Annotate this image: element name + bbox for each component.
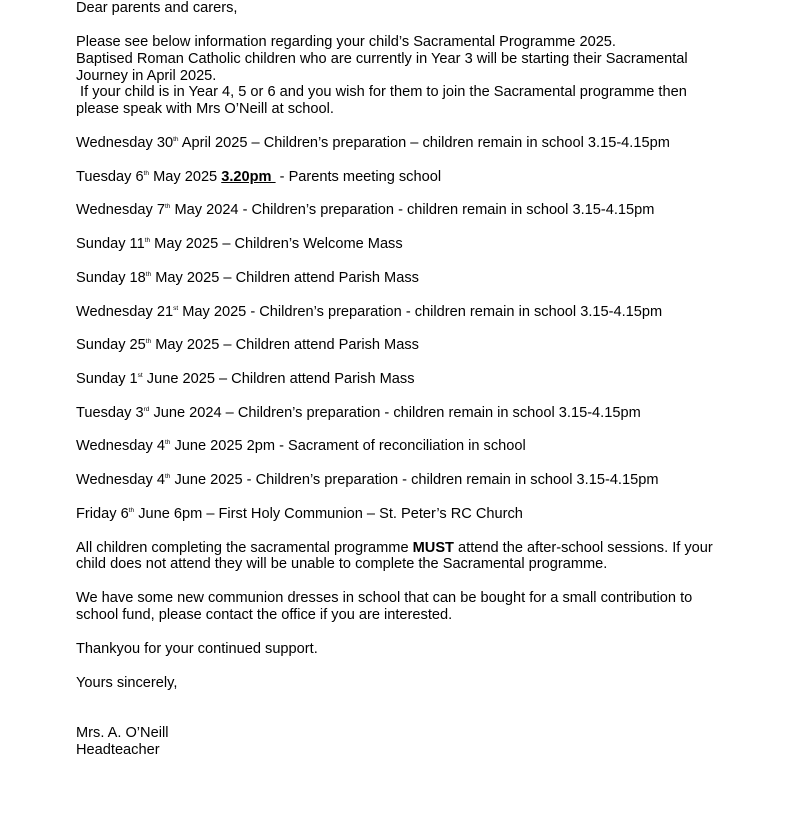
event-item: Friday 6th June 6pm – First Holy Communion – St. Peter’s RC Church [76,506,523,522]
event-item: Tuesday 6th May 2025 3.20pm - Parents meeting school [76,169,442,185]
intro-line-1: Please see below information regarding your child’s Sacramental Programme 2025. [76,34,616,50]
event-item: Sunday 18th May 2025 – Children attend Parish Mass [76,270,419,286]
dresses-line-2: school fund, please contact the office if you are interested. [76,607,453,623]
event-item: Wednesday 4th June 2025 - Children’s preparation - children remain in school 3.15-4.15pm [76,472,659,488]
must-paragraph-line-2: child does not attend they will be unable to complete the Sacramental programme. [76,556,608,572]
intro-line-2: Baptised Roman Catholic children who are currently in Year 3 will be starting their Sacramental [76,51,688,67]
event-item: Sunday 25th May 2025 – Children attend Parish Mass [76,337,419,353]
event-item: Sunday 11th May 2025 – Children’s Welcome Mass [76,236,403,252]
dresses-line-1: We have some new communion dresses in school that can be bought for a small contribution to [76,590,693,606]
closing: Yours sincerely, [76,675,178,691]
must-paragraph-line-1: All children completing the sacramental programme MUST attend the after-school sessions. If your [76,540,713,556]
must-emphasis: MUST [412,540,454,556]
event-item: Sunday 1st June 2025 – Children attend Parish Mass [76,371,415,387]
event-item: Tuesday 3rd June 2024 – Children’s preparation - children remain in school 3.15-4.15pm [76,405,641,421]
meeting-time: 3.20pm [221,169,276,185]
signature-title: Headteacher [76,742,160,758]
thanks: Thankyou for your continued support. [76,641,318,657]
intro-line-4: If your child is in Year 4, 5 or 6 and you wish for them to join the Sacramental programme then [76,84,687,100]
event-item: Wednesday 30th April 2025 – Children’s preparation – children remain in school 3.15-4.15pm [76,135,670,151]
intro-line-5: please speak with Mrs O’Neill at school. [76,101,334,117]
event-item: Wednesday 21st May 2025 - Children’s preparation - children remain in school 3.15-4.15pm [76,304,663,320]
signature-name: Mrs. A. O’Neill [76,725,169,741]
event-item: Wednesday 4th June 2025 2pm - Sacrament of reconciliation in school [76,438,526,454]
greeting: Dear parents and carers, [76,0,238,16]
intro-line-3: Journey in April 2025. [76,68,217,84]
event-item: Wednesday 7th May 2024 - Children’s preparation - children remain in school 3.15-4.15pm [76,202,655,218]
